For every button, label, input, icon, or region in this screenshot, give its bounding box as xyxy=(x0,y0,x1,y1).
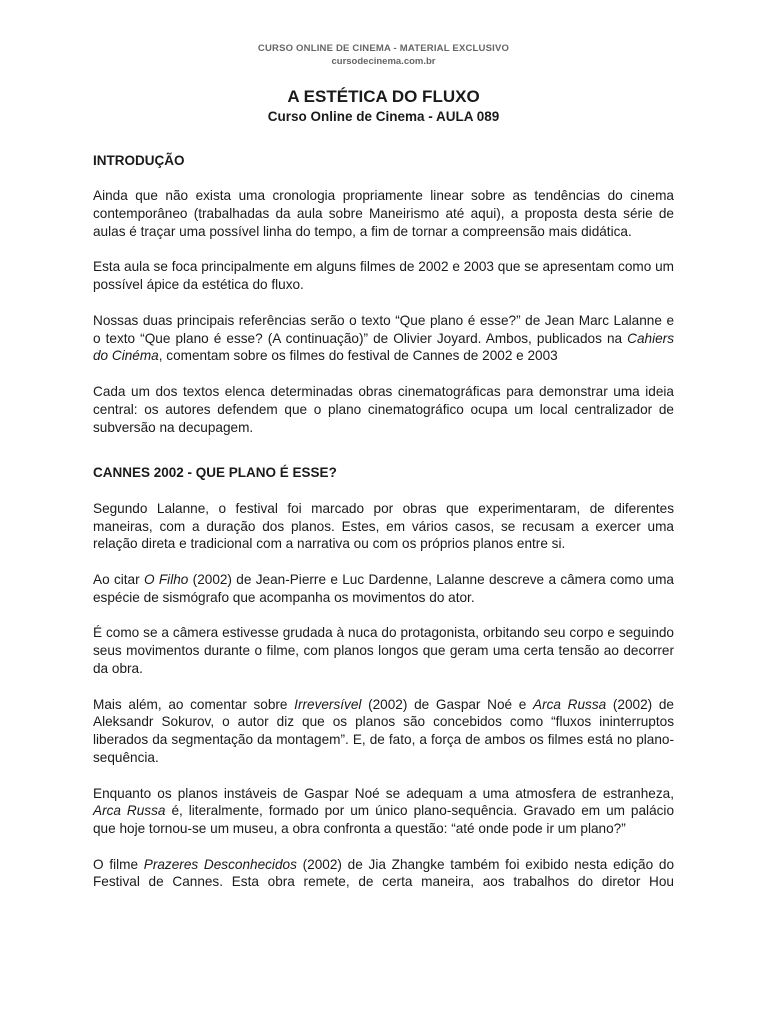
cannes-p4-italic-film-1: Irreversível xyxy=(294,696,362,712)
document-subtitle: Curso Online de Cinema - AULA 089 xyxy=(267,109,500,124)
intro-p3-italic-journal: Cahiers do Cinéma xyxy=(93,330,674,364)
cannes-p4-text-c: (2002) de Aleksandr Sokurov, o autor diz que os planos são concebidos como “fluxos ininterruptos liberados da segmentação da montagem”. E, de fato, a força de ambos os filmes está no plano-sequência. xyxy=(93,696,674,765)
cannes-paragraph-6 xyxy=(93,856,674,892)
cannes-p4-text-b: (2002) de Gaspar Noé e xyxy=(361,696,534,712)
cannes-p4-text-a: Mais além, ao comentar sobre xyxy=(93,696,295,712)
intro-p3-text-a: Nossas duas principais referências serão o texto “Que plano é esse?” de Jean Marc Lalanne e o texto “Que plano é esse? (A continuação)” de Olivier Joyard. Ambos, publicados na xyxy=(93,312,674,346)
header-website: cursodecinema.com.br xyxy=(331,56,436,67)
cannes-p2-italic-film: O Filho xyxy=(143,571,189,587)
cannes-paragraph-2 xyxy=(93,571,674,607)
cannes-paragraph-1: Segundo Lalanne, o festival foi marcado por obras que experimentaram, de diferentes maneiras, com a duração dos planos. Estes, em vários casos, se recusam a exercer uma relação direta e tradicional com a narrativa ou com os próprios planos entre si. xyxy=(93,500,674,552)
header-course-label: CURSO ONLINE DE CINEMA - MATERIAL EXCLUSIVO xyxy=(257,43,510,54)
cannes-paragraph-5 xyxy=(93,785,674,838)
cannes-p6-text-b: (2002) de Jia Zhangke também foi exibido nesta edição do Festival de Cannes. Esta obra remete, de certa maneira, aos trabalhos do diretor Hou xyxy=(93,856,675,890)
cannes-p6-italic-film: Prazeres Desconhecidos xyxy=(143,856,297,872)
intro-p3-text-b: , comentam sobre os filmes do festival de Cannes de 2002 e 2003 xyxy=(158,348,558,364)
cannes-p2-text-a: Ao citar xyxy=(93,571,144,587)
intro-paragraph-4: Cada um dos textos elenca determinadas obras cinematográficas para demonstrar uma ideia central: os autores defendem que o plano cinematográfico ocupa um local centralizador de subversão na decupagem. xyxy=(93,384,674,435)
cannes-paragraph-4 xyxy=(93,696,674,767)
cannes-paragraph-3: É como se a câmera estivesse grudada à nuca do protagonista, orbitando seu corpo e seguindo seus movimentos durante o filme, com planos longos que geram uma certa tensão ao decorrer da obra. xyxy=(93,625,674,676)
cannes-p2-text-b: (2002) de Jean-Pierre e Luc Dardenne, Lalanne descreve a câmera como uma espécie de sismógrafo que acompanha os movimentos do ator. xyxy=(93,571,674,605)
page-header xyxy=(93,42,674,68)
document-title: A ESTÉTICA DO FLUXO xyxy=(287,87,480,106)
intro-paragraph-2: Esta aula se foca principalmente em alguns filmes de 2002 e 2003 que se apresentam como um possível ápice da estética do fluxo. xyxy=(93,259,674,293)
cannes-p5-italic-film: Arca Russa xyxy=(93,803,166,819)
intro-paragraph-3 xyxy=(93,312,674,365)
cannes-p4-italic-film-2: Arca Russa xyxy=(533,696,607,712)
cannes-p5-text-b: é, literalmente, formado por um único plano-sequência. Gravado em um palácio que hoje tornou-se um museu, a obra confronta a questão: “até onde pode ir um plano?” xyxy=(93,803,675,837)
document-page xyxy=(93,0,674,891)
cannes-p5-text-a: Enquanto os planos instáveis de Gaspar Noé se adequam a uma atmosfera de estranheza, xyxy=(93,785,674,801)
section-heading-cannes-2002: CANNES 2002 - QUE PLANO É ESSE? xyxy=(93,465,337,481)
cannes-p6-text-a: O filme xyxy=(93,856,144,872)
intro-paragraph-1: Ainda que não exista uma cronologia propriamente linear sobre as tendências do cinema contemporâneo (trabalhadas da aula sobre Maneirismo até aqui), a proposta desta série de aulas é traçar uma possível linha do tempo, a fim de tornar a compreensão mais didática. xyxy=(93,188,674,239)
section-heading-introducao: INTRODUÇÃO xyxy=(93,153,185,168)
